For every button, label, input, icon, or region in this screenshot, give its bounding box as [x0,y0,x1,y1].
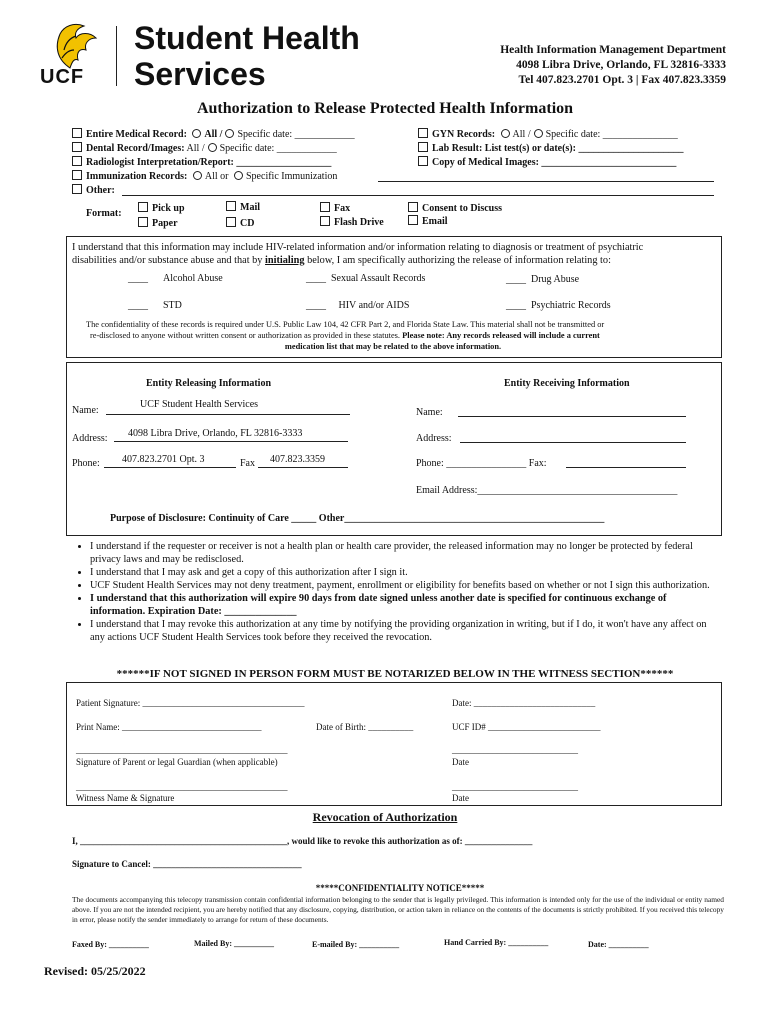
header-title-1: Student Health [134,20,360,56]
guardian-label: Signature of Parent or legal Guardian (when applicable) [76,757,278,767]
sensitive-intro-2: disabilities and/or substance abuse and that by initialing below, I am specifically authorizing the release of information relating to: [72,255,611,266]
patient-signature[interactable]: Patient Signature: ____________________________________ [76,698,305,708]
entire-checkbox[interactable] [72,128,82,138]
receive-address-label: Address: [416,433,452,444]
format-label: Format: [86,208,122,219]
mailed-by[interactable]: Mailed By: __________ [194,939,274,948]
dental-specific-radio[interactable] [208,143,217,152]
format-consent[interactable]: Consent to Discuss [408,202,502,214]
hand-carried-by[interactable]: Hand Carried By: __________ [444,938,549,947]
header-dept: Health Information Management Department [500,44,726,56]
release-fax-label: Fax [240,458,255,469]
acknowledgements [72,540,722,644]
guardian-date-line[interactable]: ____________________________ [452,745,578,755]
initial-alcohol[interactable]: ____ Alcohol Abuse [128,273,223,284]
release-fax-value: 407.823.3359 [270,454,325,465]
copy-images-checkbox[interactable] [418,156,428,166]
format-pickup[interactable]: Pick up [138,202,185,214]
conf-line-3: medication list that may be related to the above information. [284,342,502,351]
format-fax[interactable]: Fax [320,202,350,214]
header-title-2: Services [134,56,266,92]
pegasus-icon [40,20,102,70]
emailed-by[interactable]: E-mailed By: __________ [312,940,400,949]
header-contact: Tel 407.823.2701 Opt. 3 | Fax 407.823.3359 [518,74,726,86]
release-name-value: UCF Student Health Services [140,399,259,410]
format-paper[interactable]: Paper [138,217,178,229]
release-address-label: Address: [72,433,108,444]
witness-line[interactable]: _______________________________________________ [76,782,288,792]
release-name-label: Name: [72,405,99,416]
witness-date-label: Date [452,793,469,803]
initial-drug-abuse[interactable]: ____ Drug Abuse [506,274,580,285]
record-copy-images: Copy of Medical Images: ___________________________ [418,156,676,168]
date-of-birth[interactable]: Date of Birth: __________ [316,722,414,732]
gyn-specific-radio[interactable] [534,129,543,138]
specific-radio[interactable] [225,129,234,138]
format-mail[interactable]: Mail [226,201,260,213]
record-other: Other: [72,184,115,196]
record-gyn: GYN Records: All / Specific date: _______________ [418,128,678,140]
immunization-checkbox[interactable] [72,170,82,180]
header-address: 4098 Libra Drive, Orlando, FL 32816-3333 [516,59,726,71]
bullet-4: • I understand that this authorization will expire 90 days from date signed unless another date is specified for continuous exchange of information. Expiration Date: ______________ [90,592,722,618]
dental-checkbox[interactable] [72,142,82,152]
purpose-of-disclosure[interactable]: Purpose of Disclosure: Continuity of Care _____ Other____________________________________________________ [110,513,605,524]
revocation-title: Revocation of Authorization [312,810,458,824]
release-phone-label: Phone: [72,458,100,469]
all-radio[interactable] [192,129,201,138]
record-lab: Lab Result: List test(s) or date(s): _____________________ [418,142,683,154]
bullet-5: • I understand that I may revoke this authorization at any time by notifying the providing organization in writing, but if I do, it won't have any affect on any actions UCF Student Health Services took before they received the revocation. [90,618,722,644]
revocation-line[interactable]: I, ______________________________________________, would like to revoke this authorization as of: _______________ [72,836,533,846]
release-address-value: 4098 Libra Drive, Orlando, FL 32816-3333 [128,428,303,439]
form-title: Authorization to Release Protected Health Information [196,100,574,117]
radiologist-checkbox[interactable] [72,156,82,166]
confidentiality-title: *****CONFIDENTIALITY NOTICE***** [315,883,485,893]
bullet-1: • I understand if the requester or receiver is not a health plan or health care provider, the released information may no longer be protected by federal privacy laws and may be redisclosed. [90,540,722,566]
record-immunization: Immunization Records: All or Specific Immunization [72,170,337,182]
record-dental: Dental Record/Images: All / Specific date: ____________ [72,142,337,154]
ucf-logo [40,20,102,90]
guardian-line[interactable]: _______________________________________________ [76,745,288,755]
receive-fax-field[interactable] [566,456,686,468]
imm-specific-radio[interactable] [234,171,243,180]
gyn-checkbox[interactable] [418,128,428,138]
revised-date: Revised: 05/25/2022 [44,964,146,978]
footer-date[interactable]: Date: __________ [588,940,649,949]
other-line[interactable] [122,184,714,196]
sensitive-intro-1: I understand that this information may include HIV-related information and/or information relating to diagnosis or treatment of psychiatric [72,242,644,253]
faxed-by[interactable]: Faxed By: __________ [72,940,149,949]
receive-phone-fax[interactable]: Phone: ________________ Fax: [416,458,547,469]
bullet-3: • UCF Student Health Services may not deny treatment, payment, enrollment or eligibility for benefits based on whether or not I sign this authorization. [90,579,722,592]
lab-checkbox[interactable] [418,142,428,152]
patient-date[interactable]: Date: ___________________________ [452,698,596,708]
receive-name-field[interactable] [458,405,686,417]
guardian-date-label: Date [452,757,469,767]
other-checkbox[interactable] [72,184,82,194]
releasing-title: Entity Releasing Information [146,378,271,389]
confidentiality-text: The documents accompanying this telecopy transmission contain confidential information belonging to the sender that is legally privileged. This information is intended only for the use of the individual or entity named above. If you are not the intended recipient, you are hereby notified that any disclosure, copying, distribution, or action taken in reliance on the contents of the documents is strictly prohibited. If you received this telecopy in error, please notify the sender immediately to arrange for return of these documents. [72,895,724,924]
conf-line-2: re-disclosed to anyone without written consent or authorization as provided in these statutes. Please note: Any records released will include a current [90,331,600,340]
initial-psychiatric[interactable]: ____ Psychiatric Records [506,300,611,311]
receive-email[interactable]: Email Address:________________________________________ [416,485,678,496]
release-phone-value: 407.823.2701 Opt. 3 [122,454,205,465]
gyn-all-radio[interactable] [501,129,510,138]
receive-address-field[interactable] [460,431,686,443]
receive-name-label: Name: [416,407,443,418]
receiving-title: Entity Receiving Information [504,378,630,389]
witness-label: Witness Name & Signature [76,793,175,803]
format-cd[interactable]: CD [226,217,254,229]
ucf-id[interactable]: UCF ID# _________________________ [452,722,601,732]
format-email[interactable]: Email [408,215,448,227]
initial-hiv[interactable]: ____ HIV and/or AIDS [306,300,410,311]
record-entire: Entire Medical Record: All / Specific date: ____________ [72,128,355,140]
conf-line-1: The confidentiality of these records is required under U.S. Public Law 104, 42 CFR Part 2, and Florida State Law. This material shall not be transmitted or [86,320,605,329]
signature-to-cancel[interactable]: Signature to Cancel: _________________________________ [72,859,302,869]
initial-std[interactable]: ____ STD [128,300,182,311]
print-name[interactable]: Print Name: _______________________________ [76,722,262,732]
format-flash[interactable]: Flash Drive [320,216,384,228]
record-radiologist: Radiologist Interpretation/Report: ___________________ [72,156,331,168]
witness-date-line[interactable]: ____________________________ [452,782,578,792]
logo-text: UCF [40,66,85,88]
notarize-notice: ******IF NOT SIGNED IN PERSON FORM MUST BE NOTARIZED BELOW IN THE WITNESS SECTION****** [116,668,674,680]
initial-sexual-assault[interactable]: ____ Sexual Assault Records [306,273,426,284]
bullet-2: • I understand that I may ask and get a copy of this authorization after I sign it. [90,566,722,579]
immunization-line[interactable] [378,170,714,182]
imm-all-radio[interactable] [193,171,202,180]
header-divider [116,26,117,86]
